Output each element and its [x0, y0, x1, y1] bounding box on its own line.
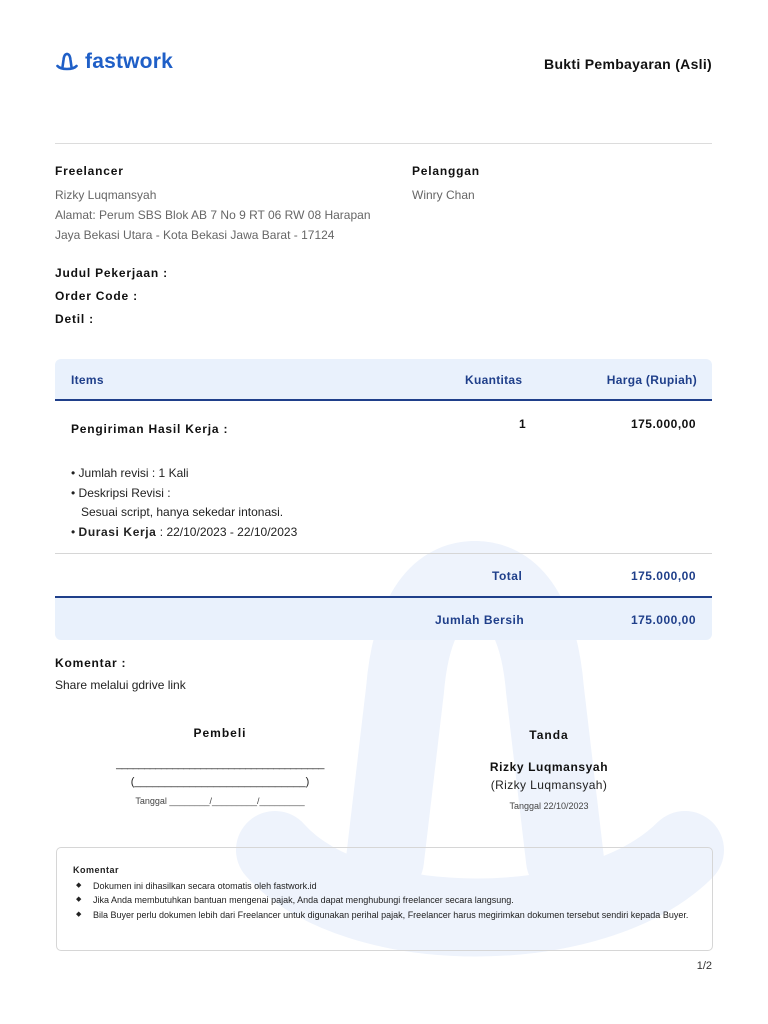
- revision-description: Sesuai script, hanya sekedar intonasi.: [81, 505, 284, 519]
- buyer-name-line: (____________________________): [130, 776, 310, 788]
- freelancer-address-line2: Jaya Bekasi Utara - Kota Bekasi Jawa Barat - 17124: [55, 228, 335, 242]
- item-price: 175.000,00: [630, 417, 696, 431]
- column-header-quantity: Kuantitas: [465, 373, 523, 387]
- item-title: Pengiriman Hasil Kerja :: [71, 422, 229, 436]
- duration-label: Durasi Kerja: [78, 524, 157, 539]
- order-code-label: Order Code :: [55, 289, 138, 303]
- freelancer-heading: Freelancer: [55, 164, 124, 178]
- customer-heading: Pelanggan: [412, 164, 480, 178]
- seller-name-parenthesized: (Rizky Luqmansyah): [490, 778, 608, 792]
- comment-text: Share melalui gdrive link: [55, 678, 186, 692]
- freelancer-address-line1: Alamat: Perum SBS Blok AB 7 No 9 RT 06 RW 08 Harapan: [55, 208, 371, 222]
- buyer-signature-block: [110, 726, 330, 806]
- freelancer-section: [55, 161, 385, 245]
- duration-value: : 22/10/2023 - 22/10/2023: [156, 524, 298, 539]
- page-number: 1/2: [696, 960, 712, 972]
- item-details: [71, 464, 297, 542]
- seller-signature-block: [438, 728, 660, 811]
- net-total-row: [55, 596, 712, 640]
- notes-item: ◆ Bila Buyer perlu dokumen lebih dari Freelancer untuk digunakan perihal pajak, Freelancer harus megirimkan dokumen tersebut sendiri kepada Buyer.: [73, 908, 696, 923]
- document-title: Bukti Pembayaran (Asli): [544, 56, 712, 72]
- total-label: Total: [492, 569, 523, 583]
- revision-count: • Jumlah revisi : 1 Kali: [71, 466, 189, 480]
- total-value: 175.000,00: [630, 569, 696, 583]
- notes-list: [73, 879, 696, 923]
- comment-heading: Komentar :: [55, 656, 127, 670]
- items-table-header: [55, 359, 712, 401]
- net-total-label: Jumlah Bersih: [435, 613, 525, 627]
- detail-label: Detil :: [55, 312, 94, 326]
- fastwork-logo-icon: [55, 51, 79, 73]
- work-duration: [71, 523, 297, 543]
- revision-description-label: • Deskripsi Revisi :: [71, 485, 171, 500]
- column-header-items: Items: [71, 373, 104, 387]
- notes-item: ◆ Dokumen ini dihasilkan secara otomatis oleh fastwork.id: [73, 879, 696, 894]
- notes-item: ◆ Jika Anda membutuhkan bantuan mengenai pajak, Anda dapat menghubungi freelancer secara langsung.: [73, 893, 696, 908]
- notes-box: [56, 847, 713, 951]
- items-divider: [55, 553, 712, 554]
- customer-section: [412, 161, 712, 205]
- seller-title: Tanda: [529, 728, 569, 742]
- order-meta: [55, 262, 168, 331]
- seller-name: Rizky Luqmansyah: [489, 760, 609, 774]
- notes-heading: Komentar: [73, 865, 120, 875]
- seller-date: Tanggal 22/10/2023: [509, 801, 589, 811]
- duration-bullet: •: [71, 524, 79, 539]
- buyer-date: Tanggal ________/_________/_________: [135, 796, 305, 806]
- job-title-label: Judul Pekerjaan :: [55, 266, 168, 280]
- customer-name: Winry Chan: [412, 188, 475, 202]
- brand-name: fastwork: [85, 50, 173, 73]
- buyer-signature-line: _____________________________________: [116, 758, 324, 770]
- column-header-price: Harga (Rupiah): [606, 373, 697, 387]
- buyer-title: Pembeli: [193, 726, 247, 740]
- net-total-value: 175.000,00: [630, 613, 696, 627]
- brand-logo[interactable]: [55, 50, 173, 74]
- freelancer-name: Rizky Luqmansyah: [55, 188, 157, 202]
- item-quantity: 1: [519, 417, 526, 431]
- header-divider: [55, 143, 712, 144]
